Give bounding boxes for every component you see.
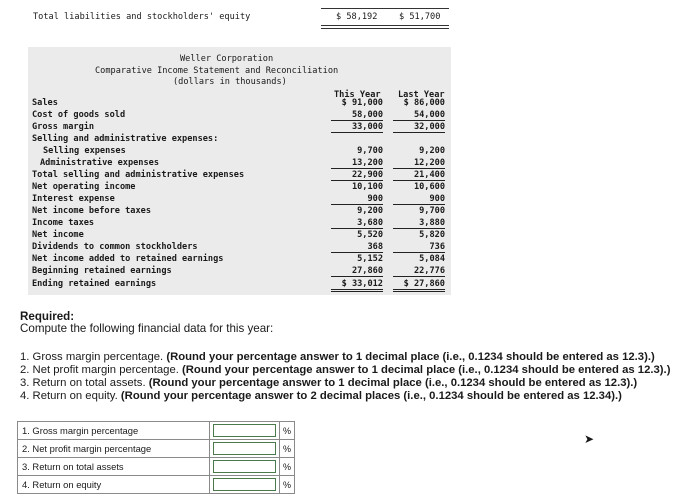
row-value-last-year: 32,000 bbox=[393, 122, 445, 133]
return-on-equity-input[interactable] bbox=[213, 478, 276, 491]
row-value-last-year: 12,200 bbox=[393, 158, 445, 169]
row-value-last-year: 736 bbox=[393, 242, 445, 253]
percent-unit: % bbox=[280, 476, 295, 494]
requirement-rounding-note: (Round your percentage answer to 1 decimal place (i.e., 0.1234 should be entered as 12.3).) bbox=[182, 364, 671, 376]
row-label: Net income added to retained earnings bbox=[32, 254, 224, 264]
answer-cell bbox=[210, 476, 280, 494]
row-label: Ending retained earnings bbox=[32, 279, 157, 289]
row-label: Income taxes bbox=[32, 218, 95, 228]
requirement-text: 4. Return on equity. bbox=[20, 390, 121, 402]
answer-cell bbox=[210, 458, 280, 476]
row-value-last-year: 3,880 bbox=[393, 218, 445, 229]
row-value-last-year: $ 86,000 bbox=[403, 98, 445, 108]
row-value-this-year: 22,900 bbox=[331, 170, 383, 181]
row-value-last-year: 54,000 bbox=[393, 110, 445, 121]
column-header-this-year: This Year bbox=[334, 90, 381, 100]
top-rule-upper bbox=[321, 8, 449, 9]
row-value-last-year: 9,700 bbox=[419, 206, 445, 216]
row-value-this-year: 27,860 bbox=[331, 266, 383, 277]
row-label: Selling expenses bbox=[43, 146, 126, 156]
requirement-text: 1. Gross margin percentage. bbox=[20, 351, 167, 363]
row-label: Beginning retained earnings bbox=[32, 266, 172, 276]
row-label: Net income before taxes bbox=[32, 206, 151, 216]
answer-row bbox=[18, 458, 295, 476]
requirement-item bbox=[20, 364, 670, 376]
answer-label: 3. Return on total assets bbox=[18, 458, 210, 476]
row-value-last-year: 900 bbox=[393, 194, 445, 205]
row-label: Total selling and administrative expenses bbox=[32, 170, 245, 180]
answer-label: 1. Gross margin percentage bbox=[18, 422, 210, 440]
row-label: Net operating income bbox=[32, 182, 136, 192]
percent-unit: % bbox=[280, 440, 295, 458]
percent-unit: % bbox=[280, 422, 295, 440]
row-value-this-year: 368 bbox=[331, 242, 383, 253]
row-value-last-year: 5,084 bbox=[419, 254, 445, 264]
row-label: Cost of goods sold bbox=[32, 110, 126, 120]
return-on-assets-input[interactable] bbox=[213, 460, 276, 473]
requirement-item bbox=[20, 390, 622, 402]
row-value-last-year: 10,600 bbox=[413, 182, 445, 192]
required-heading: Required: bbox=[20, 310, 75, 323]
row-value-this-year: 3,680 bbox=[331, 218, 383, 229]
mouse-cursor-icon: ➤ bbox=[584, 432, 595, 446]
row-value-this-year: 900 bbox=[331, 194, 383, 205]
top-rule-double-2 bbox=[321, 28, 449, 29]
row-label: Interest expense bbox=[32, 194, 115, 204]
row-value-last-year: 9,200 bbox=[419, 146, 445, 156]
row-value-this-year: $ 91,000 bbox=[341, 98, 383, 108]
row-value-last-year: $ 27,860 bbox=[393, 279, 445, 292]
row-value-this-year: $ 33,012 bbox=[331, 279, 383, 292]
row-value-last-year: 5,820 bbox=[419, 230, 445, 240]
row-value-last-year: 22,776 bbox=[393, 266, 445, 277]
requirement-text: 2. Net profit margin percentage. bbox=[20, 364, 183, 376]
row-value-this-year: 5,520 bbox=[357, 230, 383, 240]
requirement-rounding-note: (Round your percentage answer to 2 decimal places (i.e., 0.1234 should be entered as 12.34).) bbox=[120, 390, 622, 402]
requirement-item bbox=[20, 351, 655, 363]
statement-units: (dollars in thousands) bbox=[173, 77, 287, 87]
answer-table bbox=[17, 421, 295, 494]
answer-row bbox=[18, 422, 295, 440]
row-value-this-year: 9,200 bbox=[357, 206, 383, 216]
row-value-this-year: 5,152 bbox=[357, 254, 383, 264]
statement-company: Weller Corporation bbox=[180, 54, 274, 64]
answer-row bbox=[18, 476, 295, 494]
row-value-this-year: 58,000 bbox=[331, 110, 383, 121]
gross-margin-input[interactable] bbox=[213, 424, 276, 437]
answer-label: 2. Net profit margin percentage bbox=[18, 440, 210, 458]
row-label: Gross margin bbox=[32, 122, 95, 132]
row-label: Sales bbox=[32, 98, 58, 108]
row-label: Selling and administrative expenses: bbox=[32, 134, 219, 144]
row-label: Net income bbox=[32, 230, 84, 240]
total-liabilities-last-year: $ 51,700 bbox=[399, 12, 441, 22]
requirement-rounding-note: (Round your percentage answer to 1 decimal place (i.e., 0.1234 should be entered as 12.3).) bbox=[166, 351, 655, 363]
total-liabilities-label: Total liabilities and stockholders' equity bbox=[33, 12, 251, 22]
row-value-last-year: 21,400 bbox=[393, 170, 445, 181]
net-profit-margin-input[interactable] bbox=[213, 442, 276, 455]
column-header-last-year: Last Year bbox=[398, 90, 445, 100]
requirement-rounding-note: (Round your percentage answer to 1 decimal place (i.e., 0.1234 should be entered as 12.3).) bbox=[148, 377, 638, 389]
statement-title: Comparative Income Statement and Reconciliation bbox=[95, 66, 339, 76]
total-liabilities-this-year: $ 58,192 bbox=[336, 12, 378, 22]
answer-cell bbox=[210, 422, 280, 440]
percent-unit: % bbox=[280, 458, 295, 476]
answer-label: 4. Return on equity bbox=[18, 476, 210, 494]
answer-row bbox=[18, 440, 295, 458]
row-value-this-year: 13,200 bbox=[331, 158, 383, 169]
row-label: Dividends to common stockholders bbox=[32, 242, 198, 252]
row-value-this-year: 9,700 bbox=[357, 146, 383, 156]
top-rule-double-1 bbox=[321, 25, 449, 26]
required-instructions: Compute the following financial data for this year: bbox=[20, 322, 274, 335]
answer-cell bbox=[210, 440, 280, 458]
row-label: Administrative expenses bbox=[40, 158, 159, 168]
row-value-this-year: 10,100 bbox=[351, 182, 383, 192]
requirement-text: 3. Return on total assets. bbox=[20, 377, 149, 389]
requirement-item bbox=[20, 377, 637, 389]
row-value-this-year: 33,000 bbox=[331, 122, 383, 133]
